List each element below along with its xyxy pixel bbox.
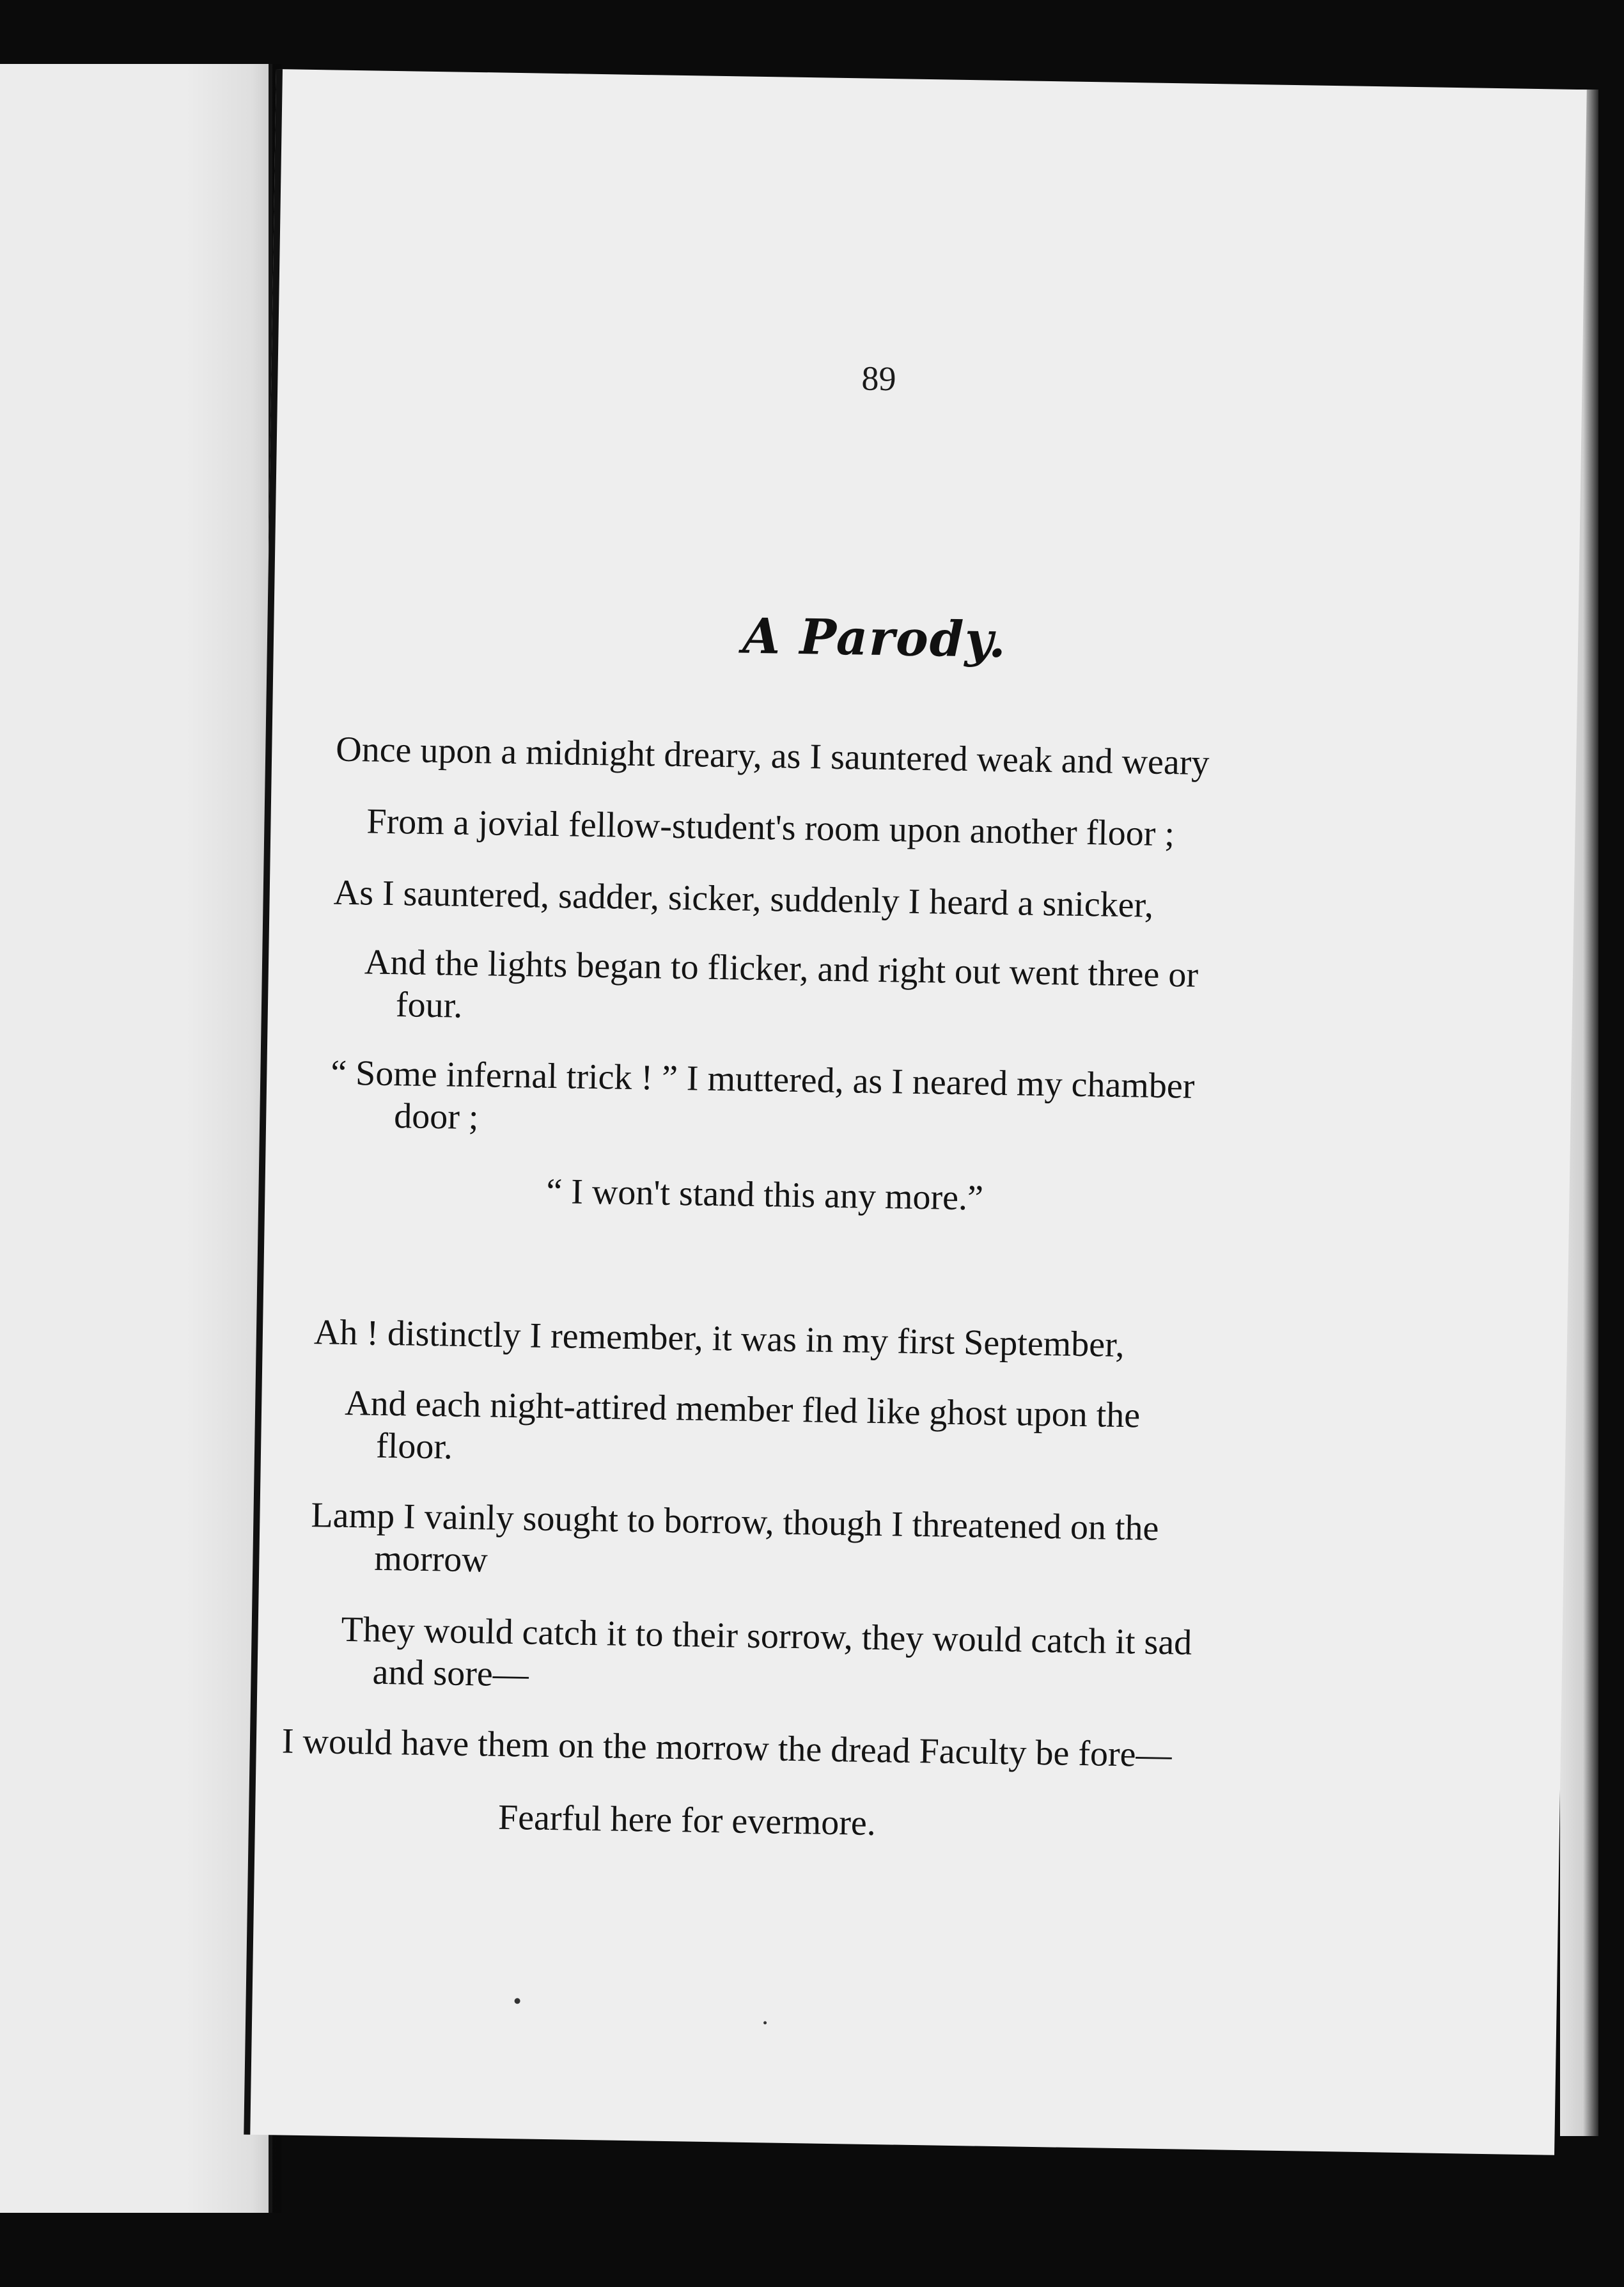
stanza2-line4b: and sore— [372,1652,529,1695]
ink-speck [515,1998,520,2004]
stanza2-line3b: morrow [373,1538,488,1580]
book-page [244,69,1586,2155]
stanza1-line5b: door ; [393,1096,479,1138]
stanza1-line4a: And the lights began to flicker, and right out went three or [364,942,1199,995]
stanza2-line2b: floor. [375,1426,453,1467]
stanza1-line6: “ I won't stand this any more.” [546,1171,984,1218]
stanza2-line5: I would have them on the morrow the dread Faculty be fore— [281,1721,1173,1775]
stanza1-line2: From a jovial fellow-student's room upon another floor ; [366,801,1175,854]
stanza2-line6: Fearful here for evermore. [497,1797,877,1844]
stanza2-line4a: They would catch it to their sorrow, they would catch it sad [341,1609,1192,1663]
stanza1-line5a: “ Some infernal trick ! ” I muttered, as I neared my chamber [330,1053,1195,1106]
stanza1-line4b: four. [395,985,463,1026]
stanza2-line2a: And each night-attired member fled like ghost upon the [344,1383,1141,1436]
stanza2-line3a: Lamp I vainly sought to borrow, though I threatened on the [311,1495,1159,1548]
ink-speck [763,2021,767,2024]
poem-title: A Parody. [742,607,1008,669]
stanza1-line3: As I sauntered, sadder, sicker, suddenly I heard a snicker, [333,872,1154,925]
page-number: 89 [861,359,896,398]
stanza1-line1: Once upon a midnight dreary, as I sauntered weak and weary [335,729,1210,783]
stanza2-line1: Ah ! distinctly I remember, it was in my first September, [313,1312,1125,1365]
